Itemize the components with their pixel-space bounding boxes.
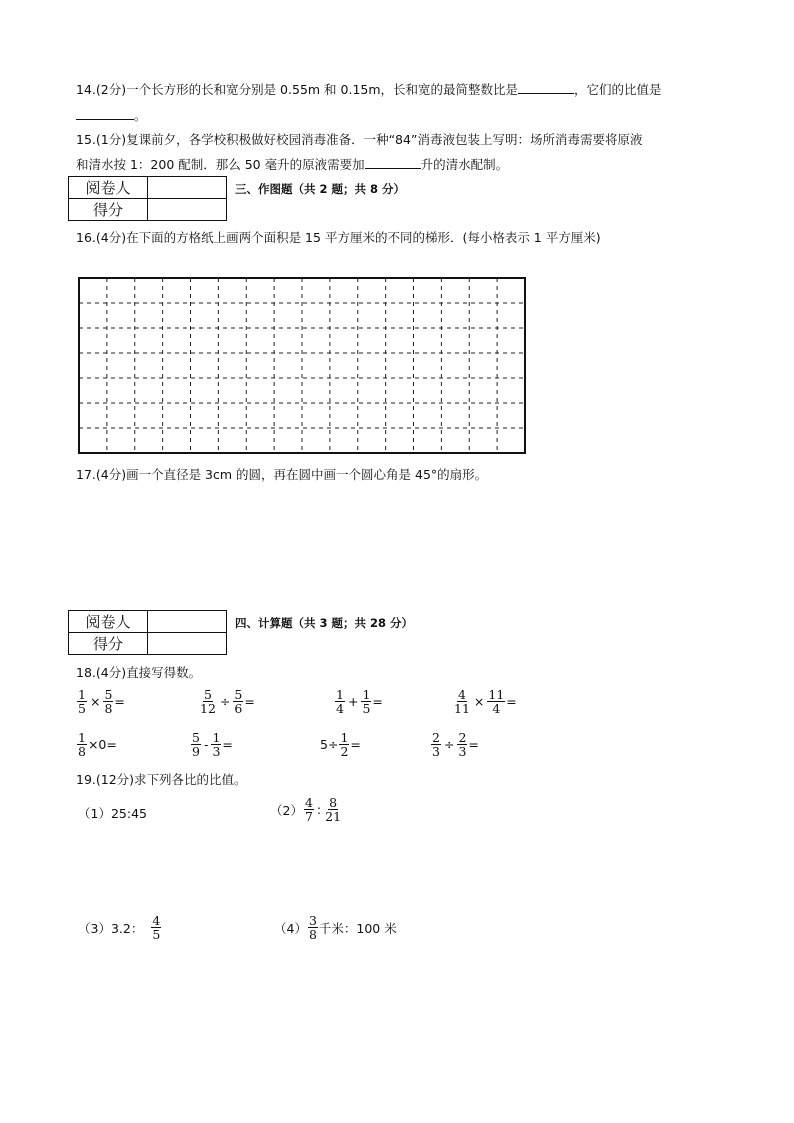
- ratio-3: （3）3.2： $\frac{4}{5}$: [78, 913, 161, 942]
- fraction: $\frac{1}{8}$: [78, 730, 86, 759]
- expression-7: 5÷ $\frac{1}{2}$ =: [320, 730, 361, 759]
- answer-blank[interactable]: [518, 81, 574, 94]
- score-cell[interactable]: [148, 199, 227, 221]
- fraction: $\frac{3}{8}$: [308, 913, 317, 942]
- fraction: $\frac{5}{8}$: [104, 687, 113, 716]
- section-title: 四、计算题（共 3 题；共 28 分）: [235, 616, 414, 630]
- question-15-line2: 和清水按 1：200 配制．那么 50 毫升的原液需要加 升的清水配制。: [76, 157, 509, 172]
- answer-blank[interactable]: [76, 107, 134, 120]
- grid-paper[interactable]: [78, 277, 527, 455]
- score-table: [68, 610, 227, 655]
- ratio-4: （4） $\frac{3}{8}$ 千米：100 米: [274, 913, 397, 942]
- reviewer-cell[interactable]: [148, 611, 227, 633]
- score-label: 得分: [69, 199, 148, 221]
- score-cell[interactable]: [148, 633, 227, 655]
- ratio-2: （2） $\frac{4}{7}$ : $\frac{8}{21}$: [270, 795, 342, 824]
- fraction: $\frac{1}{5}$: [78, 687, 86, 716]
- fraction: $\frac{2}{3}$: [458, 730, 467, 759]
- question-14-line2: 。: [76, 106, 147, 124]
- reviewer-label: 阅卷人: [69, 611, 148, 633]
- expression-2: $\frac{5}{12}$ ÷ $\frac{5}{6}$ =: [200, 687, 255, 716]
- score-label: 得分: [69, 633, 148, 655]
- ratio-1: （1）25:45: [78, 806, 147, 821]
- fraction: $\frac{2}{3}$: [432, 730, 440, 759]
- expression-5: $\frac{1}{8}$ ×0=: [78, 730, 117, 759]
- fraction: $\frac{5}{6}$: [234, 687, 243, 716]
- fraction: $\frac{8}{21}$: [325, 795, 342, 824]
- fraction: $\frac{11}{4}$: [488, 687, 505, 716]
- fraction: $\frac{4}{5}$: [152, 913, 161, 942]
- question-17: 17.(4分)画一个直径是 3cm 的圆，再在圆中画一个圆心角是 45°的扇形。: [76, 467, 488, 482]
- expression-3: $\frac{1}{4}$ + $\frac{1}{5}$ =: [336, 687, 383, 716]
- fraction: $\frac{4}{11}$: [454, 687, 470, 716]
- question-19: 19.(12分)求下列各比的比值。: [76, 772, 247, 787]
- fraction: $\frac{1}{2}$: [340, 730, 349, 759]
- reviewer-label: 阅卷人: [69, 177, 148, 199]
- expression-4: $\frac{4}{11}$ × $\frac{11}{4}$ =: [454, 687, 517, 716]
- fraction: $\frac{1}{5}$: [362, 687, 371, 716]
- fraction: $\frac{1}{4}$: [336, 687, 344, 716]
- reviewer-cell[interactable]: [148, 177, 227, 199]
- section-title: 三、作图题（共 2 题；共 8 分）: [235, 182, 406, 196]
- question-15-line1: 15.(1分)复课前夕，各学校积极做好校园消毒准备．一种“84”消毒液包装上写明：场所消毒需要将原液: [76, 132, 643, 147]
- expression-6: $\frac{5}{9}$ - $\frac{1}{3}$ =: [192, 730, 233, 759]
- score-table: [68, 176, 227, 221]
- question-14-line1: 14.(2分)一个长方形的长和宽分别是 0.55m 和 0.15m，长和宽的最简整数比是 ，它们的比值是: [76, 82, 662, 97]
- fraction: $\frac{1}{3}$: [212, 730, 221, 759]
- expression-8: $\frac{2}{3}$ ÷ $\frac{2}{3}$ =: [432, 730, 479, 759]
- fraction: $\frac{5}{9}$: [192, 730, 200, 759]
- expression-1: $\frac{1}{5}$ × $\frac{5}{8}$ =: [78, 687, 125, 716]
- fraction: $\frac{4}{7}$: [304, 795, 313, 824]
- question-16: 16.(4分)在下面的方格纸上画两个面积是 15 平方厘米的不同的梯形．(每小格表示 1 平方厘米): [76, 230, 601, 245]
- question-18: 18.(4分)直接写得数。: [76, 665, 202, 680]
- answer-blank[interactable]: [365, 156, 421, 169]
- fraction: $\frac{5}{12}$: [200, 687, 216, 716]
